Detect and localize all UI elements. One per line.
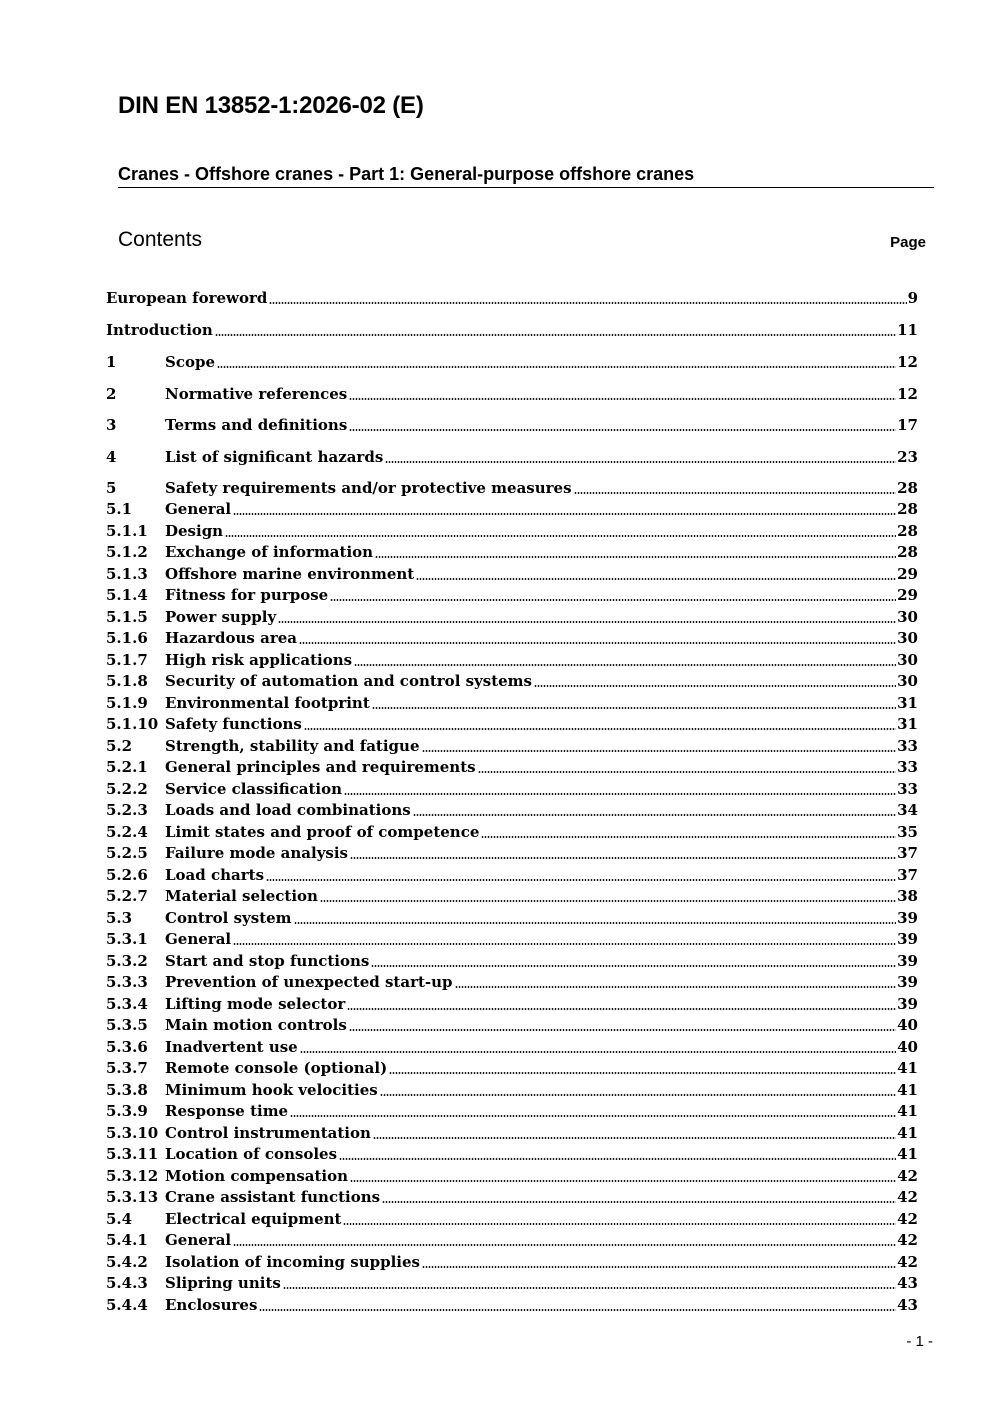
toc-entry-title: Security of automation and control systems bbox=[165, 672, 533, 690]
toc-dot-leader bbox=[372, 707, 896, 709]
toc-entry-number: 3 bbox=[106, 416, 117, 434]
toc-entry[interactable] bbox=[106, 800, 918, 820]
toc-entry[interactable] bbox=[106, 1166, 918, 1186]
toc-entry-number: 5.2.1 bbox=[106, 758, 148, 776]
toc-dot-leader bbox=[269, 302, 906, 304]
toc-dot-leader bbox=[299, 642, 896, 644]
toc-entry-page: 28 bbox=[897, 479, 918, 497]
toc-dot-leader bbox=[330, 599, 896, 601]
toc-entry-page: 37 bbox=[897, 866, 918, 884]
toc-entry-number: 5.3.3 bbox=[106, 973, 148, 991]
toc-entry-title: High risk applications bbox=[165, 651, 353, 669]
toc-entry-page: 28 bbox=[897, 500, 918, 518]
toc-dot-leader bbox=[371, 965, 896, 967]
toc-entry-page: 30 bbox=[897, 629, 918, 647]
toc-dot-leader bbox=[259, 1309, 896, 1311]
toc-entry-page: 43 bbox=[897, 1296, 918, 1314]
toc-entry-page: 12 bbox=[897, 353, 918, 371]
toc-entry[interactable] bbox=[106, 320, 918, 340]
toc-entry[interactable] bbox=[106, 1037, 918, 1057]
toc-entry-number: 5 bbox=[106, 479, 117, 497]
toc-entry-number: 5.4.2 bbox=[106, 1253, 148, 1271]
toc-dot-leader bbox=[350, 1180, 896, 1182]
toc-dot-leader bbox=[478, 771, 897, 773]
toc-entry-title: List of significant hazards bbox=[165, 448, 384, 466]
toc-entry-number: 5.2.7 bbox=[106, 887, 148, 905]
toc-entry-page: 31 bbox=[897, 715, 918, 733]
toc-entry-number: 2 bbox=[106, 385, 117, 403]
toc-entry[interactable] bbox=[106, 384, 918, 404]
toc-entry-number: 5.1.1 bbox=[106, 522, 148, 540]
toc-entry-page: 41 bbox=[897, 1059, 918, 1077]
toc-entry[interactable] bbox=[106, 757, 918, 777]
toc-entry-number: 5.1.4 bbox=[106, 586, 148, 604]
toc-entry[interactable] bbox=[106, 1123, 918, 1143]
toc-entry-number: 5.3.10 bbox=[106, 1124, 159, 1142]
toc-entry-title: Control instrumentation bbox=[165, 1124, 371, 1142]
toc-entry[interactable] bbox=[106, 1295, 918, 1315]
toc-entry-page: 33 bbox=[897, 758, 918, 776]
toc-entry-page: 39 bbox=[897, 995, 918, 1013]
toc-entry[interactable] bbox=[106, 628, 918, 648]
toc-entry[interactable] bbox=[106, 521, 918, 541]
toc-entry-page: 41 bbox=[897, 1145, 918, 1163]
toc-entry-title: Failure mode analysis bbox=[165, 844, 348, 862]
toc-entry-title: Terms and definitions bbox=[165, 416, 348, 434]
toc-entry[interactable] bbox=[106, 650, 918, 670]
toc-entry-number: 5.3.7 bbox=[106, 1059, 148, 1077]
toc-dot-leader bbox=[278, 621, 896, 623]
toc-entry-page: 37 bbox=[897, 844, 918, 862]
toc-entry[interactable] bbox=[106, 1187, 918, 1207]
toc-entry[interactable] bbox=[106, 478, 918, 498]
toc-entry-title: Load charts bbox=[165, 866, 265, 884]
toc-dot-leader bbox=[416, 578, 896, 580]
toc-dot-leader bbox=[300, 1051, 896, 1053]
toc-entry-page: 12 bbox=[897, 385, 918, 403]
page-column-label: Page bbox=[890, 234, 926, 251]
toc-entry-number: 5.1.10 bbox=[106, 715, 159, 733]
toc-entry[interactable] bbox=[106, 929, 918, 949]
toc-entry-page: 28 bbox=[897, 543, 918, 561]
toc-entry-number: 5.3.11 bbox=[106, 1145, 159, 1163]
toc-dot-leader bbox=[385, 461, 896, 463]
toc-entry-title: Minimum hook velocities bbox=[165, 1081, 378, 1099]
toc-entry-title: Remote console (optional) bbox=[165, 1059, 388, 1077]
toc-entry-number: 5.1.2 bbox=[106, 543, 148, 561]
toc-entry[interactable] bbox=[106, 994, 918, 1014]
toc-entry-title: Safety functions bbox=[165, 715, 302, 733]
toc-entry-page: 43 bbox=[897, 1274, 918, 1292]
toc-entry-page: 28 bbox=[897, 522, 918, 540]
toc-entry-number: 5.3.6 bbox=[106, 1038, 148, 1056]
toc-entry-number: 4 bbox=[106, 448, 117, 466]
toc-entry-title: General bbox=[165, 500, 232, 518]
toc-entry[interactable] bbox=[106, 499, 918, 519]
toc-entry-page: 33 bbox=[897, 780, 918, 798]
toc-entry[interactable] bbox=[106, 736, 918, 756]
toc-entry-page: 30 bbox=[897, 672, 918, 690]
toc-entry-title: Main motion controls bbox=[165, 1016, 347, 1034]
toc-dot-leader bbox=[349, 1029, 896, 1031]
toc-entry-title: Enclosures bbox=[165, 1296, 258, 1314]
toc-dot-leader bbox=[294, 922, 897, 924]
toc-entry-title: Start and stop functions bbox=[165, 952, 370, 970]
toc-dot-leader bbox=[350, 857, 896, 859]
toc-dot-leader bbox=[266, 879, 896, 881]
toc-dot-leader bbox=[217, 366, 896, 368]
toc-entry[interactable] bbox=[106, 972, 918, 992]
toc-entry-title: Response time bbox=[165, 1102, 289, 1120]
toc-entry[interactable] bbox=[106, 951, 918, 971]
toc-entry-number: 5.1 bbox=[106, 500, 133, 518]
toc-entry[interactable] bbox=[106, 843, 918, 863]
toc-dot-leader bbox=[574, 492, 897, 494]
toc-entry-title: Motion compensation bbox=[165, 1167, 349, 1185]
toc-dot-leader bbox=[380, 1094, 896, 1096]
toc-entry-page: 38 bbox=[897, 887, 918, 905]
toc-dot-leader bbox=[349, 398, 896, 400]
toc-entry-number: 5.4.3 bbox=[106, 1274, 148, 1292]
toc-entry-page: 17 bbox=[897, 416, 918, 434]
toc-entry-title: Inadvertent use bbox=[165, 1038, 298, 1056]
toc-entry-title: Control system bbox=[165, 909, 292, 927]
toc-entry-number: 5.1.3 bbox=[106, 565, 148, 583]
toc-entry-title: Normative references bbox=[165, 385, 348, 403]
toc-dot-leader bbox=[233, 1244, 896, 1246]
toc-dot-leader bbox=[382, 1201, 896, 1203]
toc-entry[interactable] bbox=[106, 1252, 918, 1272]
toc-entry-number: 5.1.9 bbox=[106, 694, 148, 712]
toc-entry-number: 5.1.6 bbox=[106, 629, 148, 647]
toc-dot-leader bbox=[283, 1287, 896, 1289]
toc-entry-number: 5.2.3 bbox=[106, 801, 148, 819]
toc-entry-number: 5.1.7 bbox=[106, 651, 148, 669]
toc-entry[interactable] bbox=[106, 1101, 918, 1121]
toc-entry-page: 11 bbox=[897, 321, 918, 339]
toc-entry-page: 29 bbox=[897, 565, 918, 583]
toc-dot-leader bbox=[375, 556, 896, 558]
toc-entry-number: 5.3.8 bbox=[106, 1081, 148, 1099]
toc-entry-title: Safety requirements and/or protective measures bbox=[165, 479, 572, 497]
toc-entry-title: Offshore marine environment bbox=[165, 565, 415, 583]
toc-entry-page: 39 bbox=[897, 909, 918, 927]
toc-entry-title: Power supply bbox=[165, 608, 277, 626]
toc-dot-leader bbox=[339, 1158, 896, 1160]
toc-entry[interactable] bbox=[106, 1015, 918, 1035]
toc-entry[interactable] bbox=[106, 693, 918, 713]
toc-entry-number: 1 bbox=[106, 353, 117, 371]
toc-entry-page: 40 bbox=[897, 1038, 918, 1056]
toc-entry-title: Hazardous area bbox=[165, 629, 297, 647]
toc-dot-leader bbox=[225, 535, 896, 537]
toc-entry-title: Electrical equipment bbox=[165, 1210, 342, 1228]
toc-dot-leader bbox=[349, 429, 896, 431]
toc-entry-number: 5.3.12 bbox=[106, 1167, 159, 1185]
toc-entry[interactable] bbox=[106, 908, 918, 928]
toc-entry-title: Environmental footprint bbox=[165, 694, 370, 712]
toc-entry-title: General principles and requirements bbox=[165, 758, 476, 776]
toc-entry-number: 5.2.6 bbox=[106, 866, 148, 884]
toc-entry-page: 42 bbox=[897, 1253, 918, 1271]
toc-entry[interactable] bbox=[106, 779, 918, 799]
document-subtitle: Cranes - Offshore cranes - Part 1: General-purpose offshore cranes bbox=[118, 164, 695, 184]
toc-entry-page: 23 bbox=[897, 448, 918, 466]
toc-entry[interactable] bbox=[106, 886, 918, 906]
toc-entry-title: Material selection bbox=[165, 887, 318, 905]
toc-entry-title: Exchange of information bbox=[165, 543, 374, 561]
toc-entry-title: Design bbox=[165, 522, 224, 540]
toc-entry-number: 5.4.1 bbox=[106, 1231, 148, 1249]
toc-entry[interactable] bbox=[106, 585, 918, 605]
toc-dot-leader bbox=[343, 1223, 896, 1225]
toc-entry-page: 42 bbox=[897, 1167, 918, 1185]
toc-entry-title: Limit states and proof of competence bbox=[165, 823, 480, 841]
toc-dot-leader bbox=[455, 986, 897, 988]
toc-dot-leader bbox=[344, 793, 896, 795]
toc-entry[interactable] bbox=[106, 1080, 918, 1100]
toc-entry-number: 5.4.4 bbox=[106, 1296, 148, 1314]
toc-entry-page: 9 bbox=[907, 289, 918, 307]
toc-entry-page: 42 bbox=[897, 1231, 918, 1249]
page-number-footer: - 1 - bbox=[906, 1333, 933, 1350]
toc-entry[interactable] bbox=[106, 1058, 918, 1078]
contents-heading: Contents bbox=[118, 228, 203, 251]
toc-entry-title: General bbox=[165, 930, 232, 948]
toc-entry-page: 39 bbox=[897, 930, 918, 948]
toc-entry-title: Strength, stability and fatigue bbox=[165, 737, 420, 755]
toc-entry-number: 5.2.5 bbox=[106, 844, 148, 862]
toc-entry[interactable] bbox=[106, 1230, 918, 1250]
toc-entry-number: 5.3.4 bbox=[106, 995, 148, 1013]
toc-entry-title: Crane assistant functions bbox=[165, 1188, 381, 1206]
toc-entry[interactable] bbox=[106, 415, 918, 435]
toc-entry-number: 5.3.9 bbox=[106, 1102, 148, 1120]
toc-entry-page: 34 bbox=[897, 801, 918, 819]
toc-entry-title: Loads and load combinations bbox=[165, 801, 411, 819]
toc-entry[interactable] bbox=[106, 288, 918, 308]
toc-entry-title: General bbox=[165, 1231, 232, 1249]
toc-entry-title: Scope bbox=[165, 353, 216, 371]
toc-dot-leader bbox=[373, 1137, 896, 1139]
toc-entry-title: Fitness for purpose bbox=[165, 586, 329, 604]
toc-entry[interactable] bbox=[106, 865, 918, 885]
document-title: DIN EN 13852-1:2026-02 (E) bbox=[118, 92, 424, 119]
toc-entry[interactable] bbox=[106, 564, 918, 584]
toc-dot-leader bbox=[233, 513, 896, 515]
toc-entry-page: 33 bbox=[897, 737, 918, 755]
toc-dot-leader bbox=[320, 900, 896, 902]
toc-entry[interactable] bbox=[106, 714, 918, 734]
toc-entry-page: 41 bbox=[897, 1081, 918, 1099]
toc-entry-number: 5.4 bbox=[106, 1210, 133, 1228]
toc-entry-page: 29 bbox=[897, 586, 918, 604]
toc-entry-number: 5.2.4 bbox=[106, 823, 148, 841]
toc-entry-number: 5.1.5 bbox=[106, 608, 148, 626]
toc-entry-title: Location of consoles bbox=[165, 1145, 338, 1163]
toc-entry-page: 42 bbox=[897, 1210, 918, 1228]
toc-entry-number: 5.3.13 bbox=[106, 1188, 159, 1206]
toc-entry[interactable] bbox=[106, 822, 918, 842]
toc-entry[interactable] bbox=[106, 542, 918, 562]
toc-entry-number: 5.3.2 bbox=[106, 952, 148, 970]
toc-entry[interactable] bbox=[106, 447, 918, 467]
toc-entry-page: 39 bbox=[897, 973, 918, 991]
toc-entry-number: 5.3.5 bbox=[106, 1016, 148, 1034]
toc-dot-leader bbox=[481, 836, 896, 838]
toc-entry-number: 5.3.1 bbox=[106, 930, 148, 948]
toc-entry-page: 30 bbox=[897, 608, 918, 626]
toc-dot-leader bbox=[304, 728, 896, 730]
toc-dot-leader bbox=[413, 814, 896, 816]
toc-entry-page: 41 bbox=[897, 1102, 918, 1120]
toc-entry[interactable] bbox=[106, 1209, 918, 1229]
toc-dot-leader bbox=[233, 943, 896, 945]
toc-dot-leader bbox=[290, 1115, 896, 1117]
toc-entry-number: 5.3 bbox=[106, 909, 133, 927]
toc-entry-page: 41 bbox=[897, 1124, 918, 1142]
toc-entry[interactable] bbox=[106, 352, 918, 372]
toc-dot-leader bbox=[422, 1266, 896, 1268]
toc-dot-leader bbox=[347, 1008, 896, 1010]
toc-dot-leader bbox=[534, 685, 896, 687]
toc-entry-title: Prevention of unexpected start-up bbox=[165, 973, 453, 991]
toc-entry-number: 5.1.8 bbox=[106, 672, 148, 690]
toc-entry-title: Lifting mode selector bbox=[165, 995, 346, 1013]
toc-entry-page: 31 bbox=[897, 694, 918, 712]
toc-entry[interactable] bbox=[106, 607, 918, 627]
toc-entry-title: Service classification bbox=[165, 780, 343, 798]
toc-entry-number: 5.2.2 bbox=[106, 780, 148, 798]
toc-entry-title: European foreword bbox=[106, 289, 268, 307]
toc-entry-page: 39 bbox=[897, 952, 918, 970]
toc-entry-page: 30 bbox=[897, 651, 918, 669]
toc-entry-page: 40 bbox=[897, 1016, 918, 1034]
toc-entry[interactable] bbox=[106, 671, 918, 691]
toc-entry[interactable] bbox=[106, 1273, 918, 1293]
toc-entry[interactable] bbox=[106, 1144, 918, 1164]
toc-dot-leader bbox=[422, 750, 897, 752]
toc-entry-title: Slipring units bbox=[165, 1274, 281, 1292]
title-divider bbox=[118, 187, 934, 188]
toc-entry-page: 35 bbox=[897, 823, 918, 841]
toc-entry-title: Introduction bbox=[106, 321, 213, 339]
toc-dot-leader bbox=[354, 664, 896, 666]
toc-dot-leader bbox=[389, 1072, 896, 1074]
toc-entry-title: Isolation of incoming supplies bbox=[165, 1253, 420, 1271]
toc-dot-leader bbox=[215, 334, 896, 336]
toc-entry-number: 5.2 bbox=[106, 737, 133, 755]
toc-entry-page: 42 bbox=[897, 1188, 918, 1206]
